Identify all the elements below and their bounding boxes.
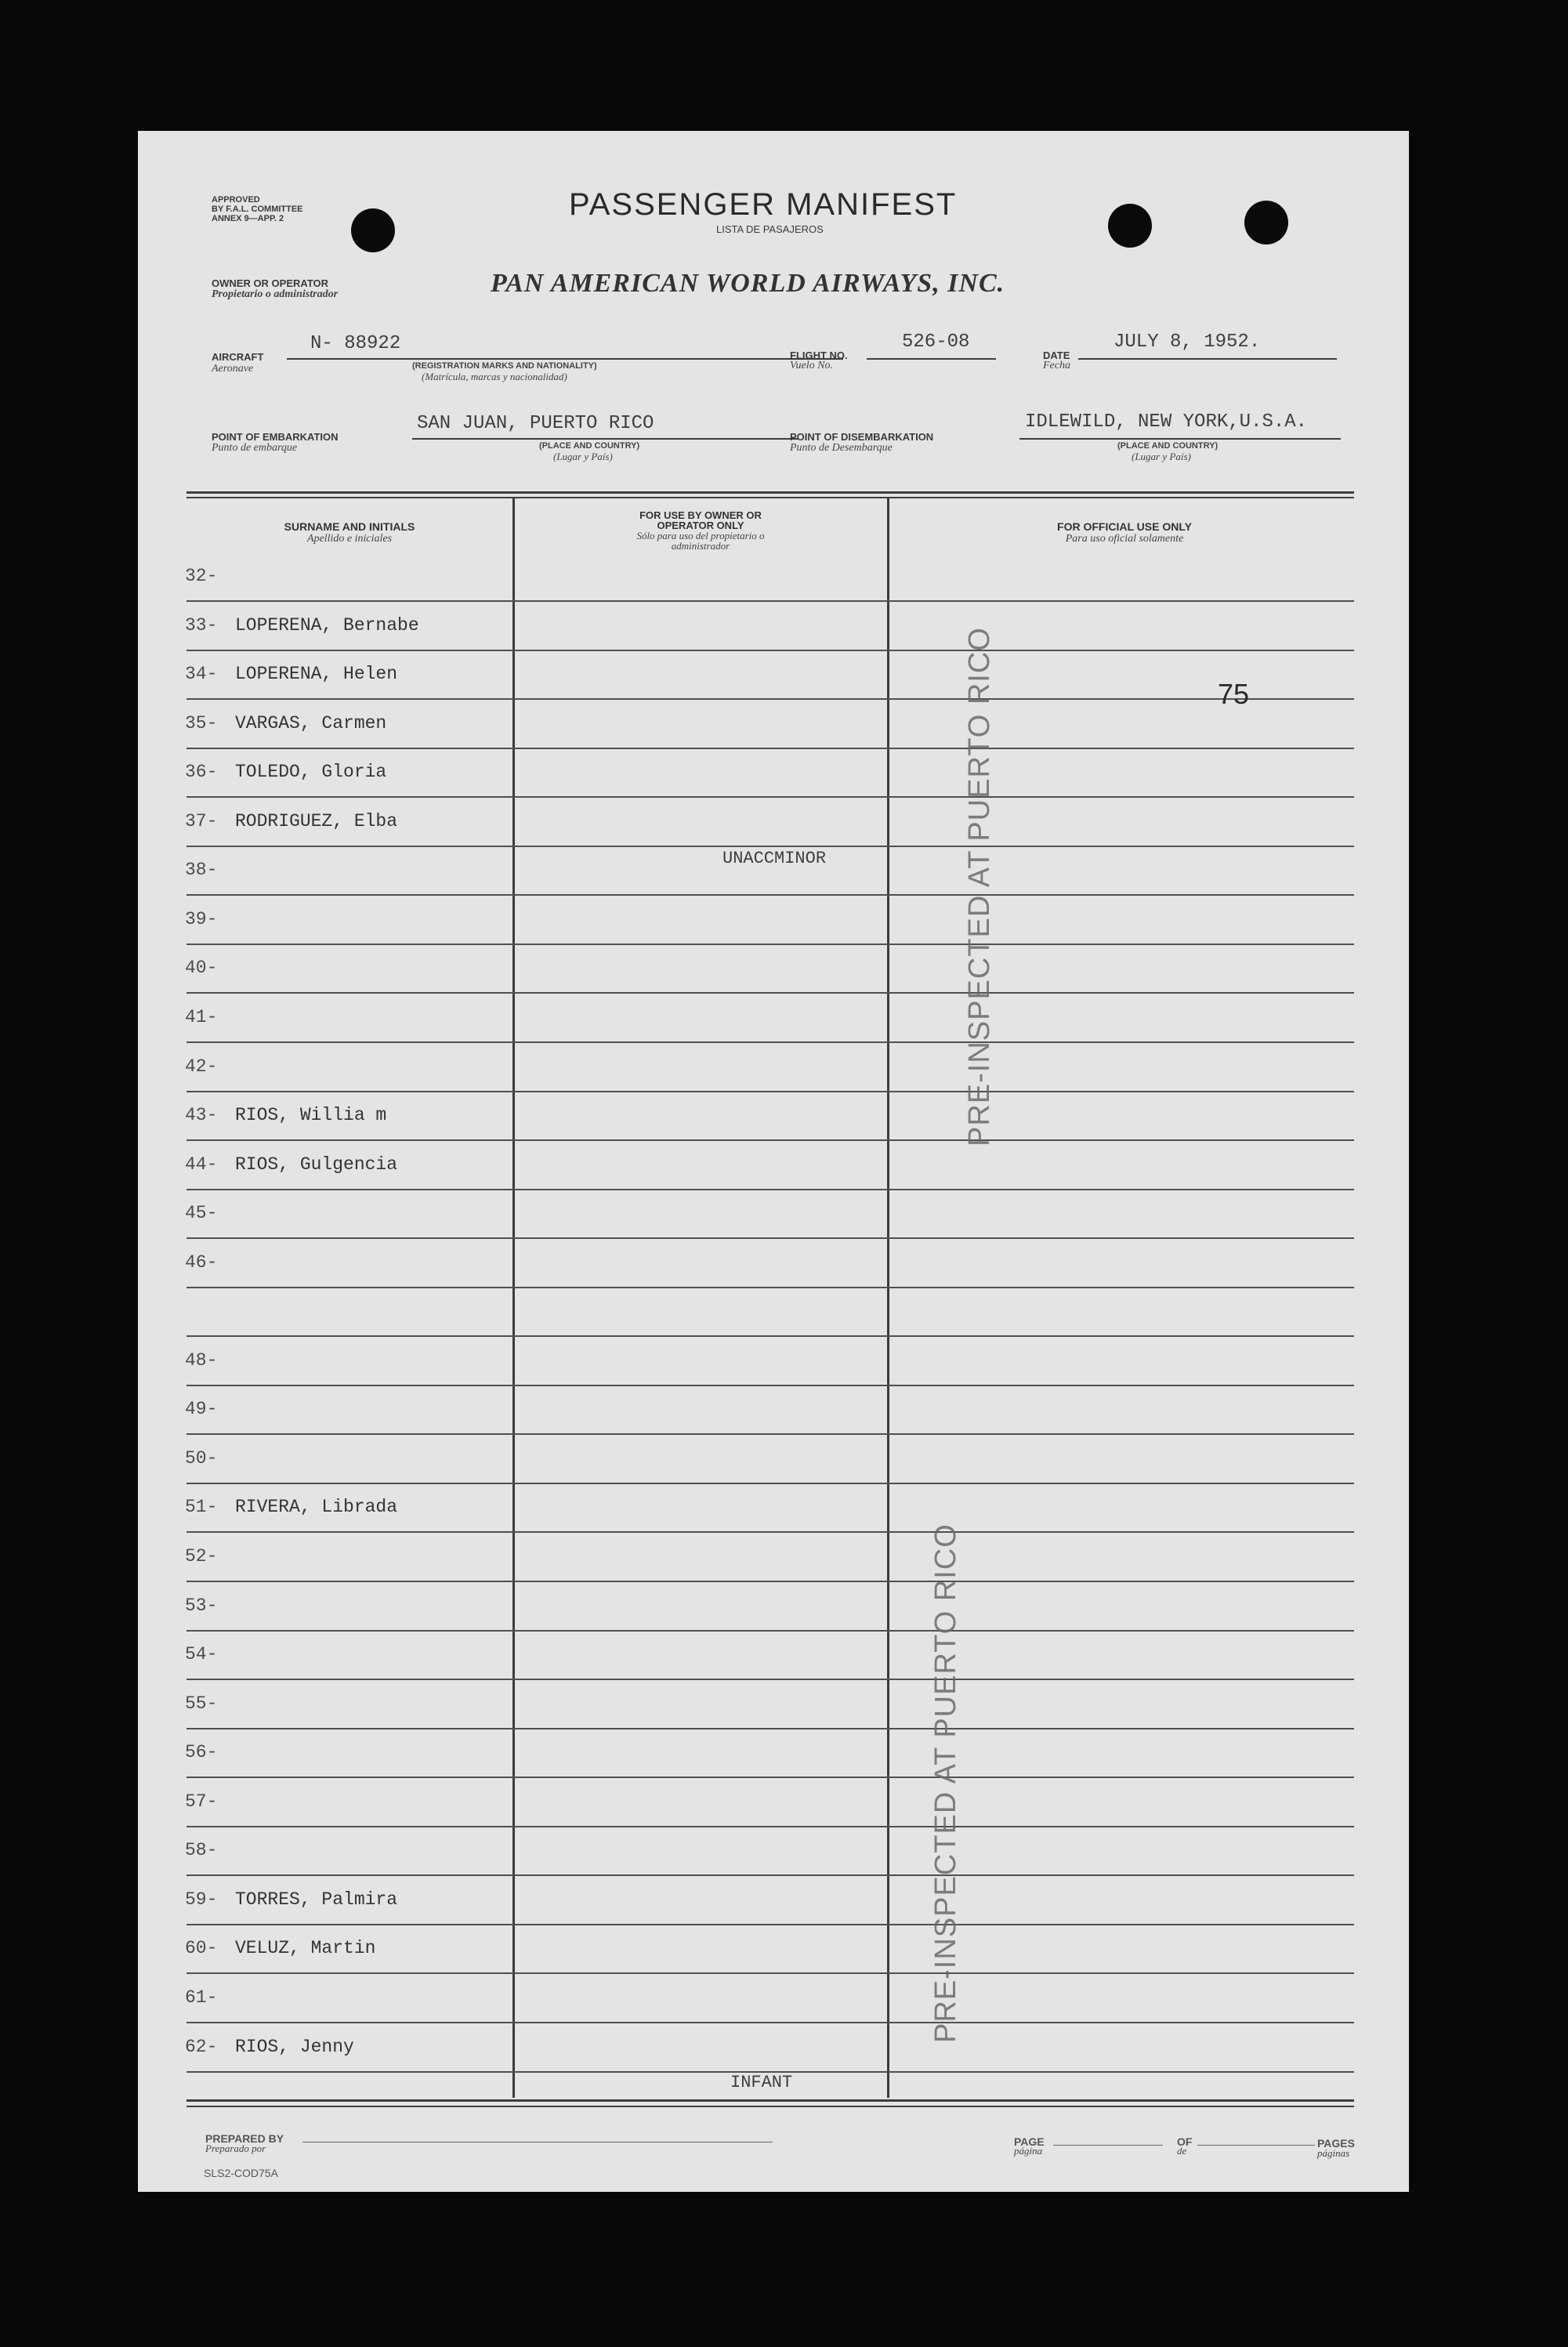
embark-place-note: (PLACE AND COUNTRY) — [539, 441, 640, 451]
disembark-label: POINT OF DISEMBARKATION — [790, 431, 934, 443]
form-number: SLS2-COD75A — [204, 2167, 278, 2179]
passenger-name: TORRES, Palmira — [235, 1889, 398, 1910]
punch-hole-left — [351, 208, 395, 252]
of-label: OF — [1177, 2135, 1193, 2148]
row-rule — [186, 1972, 1354, 1974]
aircraft-label: AIRCRAFT — [212, 351, 264, 363]
row-number: 60- — [185, 1938, 218, 1958]
row-rule — [186, 1777, 1354, 1778]
disembark-label-es: Punto de Desembarque — [790, 442, 893, 454]
row-rule — [186, 1630, 1354, 1632]
owner-label: OWNER OR OPERATOR — [212, 277, 329, 289]
embark-label: POINT OF EMBARKATION — [212, 431, 339, 443]
approval-line-1: APPROVED — [212, 195, 260, 205]
column-header-surname-text: SURNAME AND INITIALS — [284, 520, 415, 533]
column-header-official-use-es: Para uso oficial solamente — [1065, 533, 1184, 545]
row-number: 58- — [185, 1840, 218, 1860]
row-rule — [186, 1091, 1354, 1092]
row-rule — [186, 1728, 1354, 1729]
date-label: DATE — [1043, 350, 1070, 361]
row-rule — [186, 698, 1354, 700]
embark-underline — [412, 438, 798, 440]
flight-label: FLIGHT NO. — [790, 350, 848, 361]
punch-hole-right-2 — [1244, 201, 1288, 244]
column-divider-1 — [512, 498, 515, 2098]
column-divider-2 — [887, 498, 889, 2098]
row-rule — [186, 600, 1354, 602]
row-rule — [186, 1679, 1354, 1680]
row-number: 35- — [185, 713, 218, 733]
preinspection-stamp-lower: PRE-INSPECTED AT PUERTO RICO — [929, 1523, 962, 2043]
row-rule — [186, 650, 1354, 651]
row-number: 62- — [185, 2037, 218, 2057]
passenger-name: LOPERENA, Bernabe — [235, 615, 419, 636]
row-rule — [186, 1189, 1354, 1190]
row-rule — [186, 1041, 1354, 1043]
row-number: 52- — [185, 1546, 218, 1566]
row-number: 45- — [185, 1203, 218, 1223]
row-rule — [186, 894, 1354, 896]
row-number: 41- — [185, 1007, 218, 1027]
row-number: 43- — [185, 1105, 218, 1125]
passenger-name: LOPERENA, Helen — [235, 664, 398, 684]
column-header-owner-use — [622, 510, 779, 551]
aircraft-value: N- 88922 — [310, 333, 401, 354]
disembark-place-note: (PLACE AND COUNTRY) — [1117, 441, 1219, 451]
row-rule — [186, 1531, 1354, 1533]
table-top-rule-1 — [186, 491, 1354, 494]
page-title: PASSENGER MANIFEST — [569, 187, 958, 222]
page-label: PAGE — [1014, 2135, 1045, 2148]
approval-line-3: ANNEX 9—APP. 2 — [212, 214, 284, 223]
row-rule — [186, 1874, 1354, 1876]
unaccompanied-minor-note: UNACCMINOR — [722, 849, 827, 868]
embark-place-note-es: (Lugar y País) — [553, 451, 613, 462]
date-label-es: Fecha — [1043, 360, 1070, 371]
of-underline — [1197, 2145, 1315, 2146]
column-header-official-use — [889, 521, 1360, 545]
page-underline — [1053, 2145, 1163, 2146]
row-number: 46- — [185, 1252, 218, 1273]
prepared-by-label-es: Preparado por — [205, 2142, 266, 2154]
row-number: 38- — [185, 860, 218, 880]
disembark-place-note-es: (Lugar y País) — [1132, 451, 1191, 462]
infant-note: INFANT — [730, 2073, 793, 2092]
row-number: 57- — [185, 1791, 218, 1812]
passenger-name: RIOS, Willia m — [235, 1105, 387, 1125]
column-header-surname-es: Apellido e iniciales — [306, 533, 393, 545]
pages-label: PAGES — [1317, 2137, 1355, 2150]
flight-label-es: Vuelo No. — [790, 360, 833, 371]
passenger-name: RIVERA, Librada — [235, 1497, 398, 1517]
date-value: JULY 8, 1952. — [1114, 331, 1261, 353]
row-number: 34- — [185, 664, 218, 684]
page-label-es: página — [1014, 2145, 1043, 2157]
disembark-value: IDLEWILD, NEW YORK,U.S.A. — [1025, 411, 1308, 433]
row-number: 50- — [185, 1448, 218, 1469]
date-underline — [1078, 358, 1337, 360]
row-rule — [186, 1924, 1354, 1925]
row-number: 44- — [185, 1154, 218, 1175]
official-count: 75 — [1218, 678, 1250, 710]
row-rule — [186, 1581, 1354, 1582]
column-header-owner-use-es: Sólo para uso del propietario o administrador — [636, 530, 765, 552]
row-rule — [186, 1287, 1354, 1288]
row-number: 33- — [185, 615, 218, 636]
flight-underline — [867, 358, 996, 360]
page-subtitle: LISTA DE PASAJEROS — [716, 223, 824, 235]
passenger-name: TOLEDO, Gloria — [235, 762, 387, 782]
row-rule — [186, 1483, 1354, 1484]
row-number: 32- — [185, 566, 218, 586]
row-rule — [186, 1139, 1354, 1141]
row-number: 49- — [185, 1399, 218, 1419]
column-header-official-use-text: FOR OFFICIAL USE ONLY — [1057, 520, 1192, 533]
passenger-name: RIOS, Jenny — [235, 2037, 354, 2057]
row-number: 39- — [185, 909, 218, 929]
row-rule — [186, 1335, 1354, 1337]
row-number: 56- — [185, 1742, 218, 1762]
row-number: 59- — [185, 1889, 218, 1910]
aircraft-underline — [287, 358, 843, 360]
column-header-surname — [186, 521, 512, 545]
row-rule — [186, 1385, 1354, 1386]
row-number: 61- — [185, 1987, 218, 2008]
passenger-name: RIOS, Gulgencia — [235, 1154, 398, 1175]
passenger-name: RODRIGUEZ, Elba — [235, 811, 398, 831]
table-top-rule-2 — [186, 497, 1354, 498]
preinspection-stamp-upper: PRE-INSPECTED AT PUERTO RICO — [963, 627, 996, 1146]
column-header-owner-use-text: FOR USE BY OWNER OR OPERATOR ONLY — [639, 509, 762, 531]
row-rule — [186, 992, 1354, 994]
aircraft-label-es: Aeronave — [212, 363, 254, 375]
row-number: 54- — [185, 1644, 218, 1664]
row-rule — [186, 846, 1354, 847]
row-rule — [186, 748, 1354, 749]
passenger-name: VARGAS, Carmen — [235, 713, 387, 733]
row-number: 40- — [185, 958, 218, 978]
table-bottom-rule-1 — [186, 2099, 1354, 2102]
table-bottom-rule-2 — [186, 2106, 1354, 2107]
owner-label-es: Propietario o administrador — [212, 288, 339, 300]
row-number: 36- — [185, 762, 218, 782]
row-number: 48- — [185, 1350, 218, 1371]
manifest-sheet — [138, 131, 1409, 2192]
pages-label-es: páginas — [1317, 2147, 1350, 2159]
embark-value: SAN JUAN, PUERTO RICO — [417, 413, 654, 434]
embark-label-es: Punto de embarque — [212, 442, 298, 454]
row-number: 55- — [185, 1693, 218, 1714]
row-number: 51- — [185, 1497, 218, 1517]
approval-block — [212, 195, 303, 223]
registration-note: (REGISTRATION MARKS AND NATIONALITY) — [412, 361, 597, 371]
row-rule — [186, 2022, 1354, 2023]
row-rule — [186, 1433, 1354, 1435]
row-number: 42- — [185, 1056, 218, 1077]
row-rule — [186, 1826, 1354, 1827]
approval-line-2: BY F.A.L. COMMITTEE — [212, 205, 303, 214]
owner-value: PAN AMERICAN WORLD AIRWAYS, INC. — [491, 269, 1005, 298]
passenger-name: VELUZ, Martin — [235, 1938, 376, 1958]
row-rule — [186, 1237, 1354, 1239]
row-number: 37- — [185, 811, 218, 831]
prepared-by-label: PREPARED BY — [205, 2132, 284, 2145]
registration-note-es: (Matrícula, marcas y nacionalidad) — [422, 371, 567, 382]
punch-hole-right-1 — [1108, 204, 1152, 248]
row-rule — [186, 944, 1354, 945]
row-number: 53- — [185, 1595, 218, 1616]
disembark-underline — [1019, 438, 1341, 440]
row-rule — [186, 796, 1354, 798]
of-label-es: de — [1177, 2145, 1187, 2157]
flight-value: 526-08 — [902, 331, 970, 353]
